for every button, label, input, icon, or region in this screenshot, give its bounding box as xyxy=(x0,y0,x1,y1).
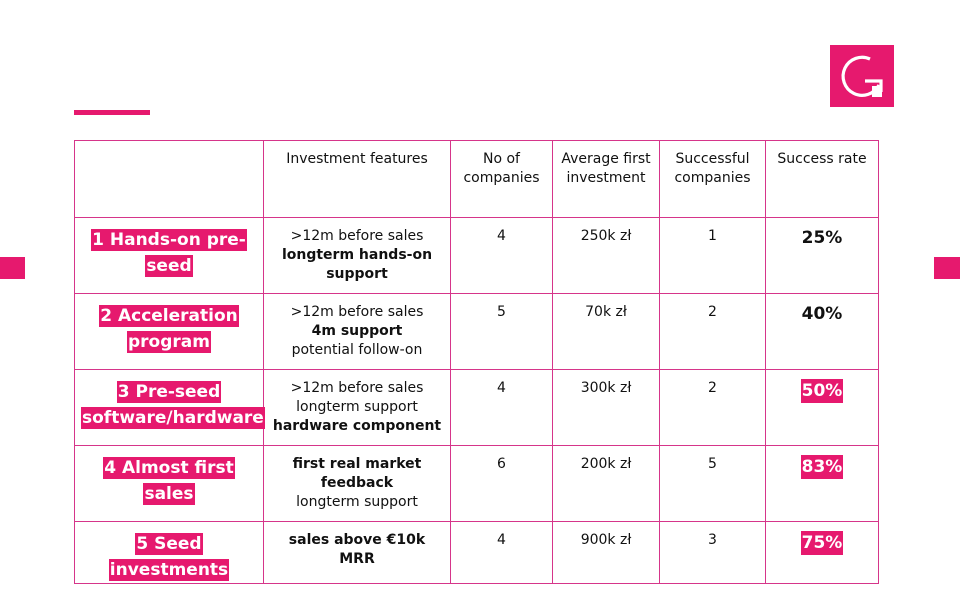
successful-companies-value: 3 xyxy=(708,532,717,548)
table-row xyxy=(75,446,879,522)
feature-line: >12m before sales xyxy=(290,380,424,396)
successful-companies-value: 2 xyxy=(708,380,717,396)
header-cell-success-rate: Success rate xyxy=(766,141,879,218)
header-cell-average-investment: Average first investment xyxy=(553,141,660,218)
success-rate-value: 50% xyxy=(801,381,843,401)
average-investment-value: 900k zł xyxy=(580,532,632,548)
investment-features-cell xyxy=(264,446,451,522)
company-count-cell xyxy=(451,370,553,446)
header-cell-companies: No of companies xyxy=(451,141,553,218)
successful-companies-cell xyxy=(660,370,766,446)
company-count-cell xyxy=(451,446,553,522)
average-investment-value: 250k zł xyxy=(580,228,632,244)
company-count-cell xyxy=(451,218,553,294)
success-rate-value: 40% xyxy=(801,304,843,324)
feature-line: >12m before sales xyxy=(290,304,424,320)
program-name-cell xyxy=(75,522,264,584)
table-row xyxy=(75,522,879,584)
success-rate-value: 75% xyxy=(801,533,843,553)
header-cell-program xyxy=(75,141,264,218)
feature-line: potential follow-on xyxy=(291,342,423,358)
success-rate-cell xyxy=(766,370,879,446)
average-investment-value: 300k zł xyxy=(580,380,632,396)
investment-features-cell xyxy=(264,370,451,446)
successful-companies-value: 2 xyxy=(708,304,717,320)
right-edge-marker xyxy=(934,257,960,279)
investment-program-table xyxy=(74,140,879,584)
program-name-cell xyxy=(75,294,264,370)
table-row xyxy=(75,218,879,294)
successful-companies-cell xyxy=(660,446,766,522)
company-count-value: 4 xyxy=(497,380,506,396)
success-rate-cell xyxy=(766,218,879,294)
table-header-row xyxy=(75,141,879,218)
program-name-cell xyxy=(75,218,264,294)
table-row xyxy=(75,294,879,370)
success-rate-value: 83% xyxy=(801,457,843,477)
successful-companies-cell xyxy=(660,218,766,294)
program-name-label: 5 Seed investments xyxy=(109,534,229,580)
program-name-cell xyxy=(75,370,264,446)
title-accent-line xyxy=(74,110,150,115)
program-name-label: 2 Acceleration program xyxy=(100,306,238,352)
company-count-value: 4 xyxy=(497,228,506,244)
feature-line: hardware component xyxy=(272,418,442,434)
investment-features-cell xyxy=(264,522,451,584)
feature-line: longterm hands-on support xyxy=(281,247,433,282)
successful-companies-cell xyxy=(660,294,766,370)
company-count-value: 4 xyxy=(497,532,506,548)
brand-g-logo-icon xyxy=(830,45,894,107)
successful-companies-value: 1 xyxy=(708,228,717,244)
feature-line: 4m support xyxy=(311,323,403,339)
header-cell-successful: Successful companies xyxy=(660,141,766,218)
company-count-value: 6 xyxy=(497,456,506,472)
program-name-cell xyxy=(75,446,264,522)
feature-line: sales above €10k MRR xyxy=(288,532,426,567)
program-name-label: 3 Pre-seed software/hardware xyxy=(82,382,264,428)
average-investment-cell xyxy=(553,522,660,584)
success-rate-value: 25% xyxy=(801,228,843,248)
average-investment-value: 200k zł xyxy=(580,456,632,472)
success-rate-cell xyxy=(766,446,879,522)
successful-companies-value: 5 xyxy=(708,456,717,472)
investment-features-cell xyxy=(264,218,451,294)
feature-line: longterm support xyxy=(296,399,418,415)
investment-features-cell xyxy=(264,294,451,370)
average-investment-cell xyxy=(553,446,660,522)
success-rate-cell xyxy=(766,522,879,584)
program-name-label: 4 Almost first sales xyxy=(104,458,234,504)
average-investment-cell xyxy=(553,294,660,370)
feature-line: >12m before sales xyxy=(290,228,424,244)
company-count-cell xyxy=(451,294,553,370)
feature-line: longterm support xyxy=(296,494,418,510)
company-count-cell xyxy=(451,522,553,584)
average-investment-value: 70k zł xyxy=(585,304,627,320)
company-count-value: 5 xyxy=(497,304,506,320)
left-edge-marker xyxy=(0,257,25,279)
average-investment-cell xyxy=(553,218,660,294)
average-investment-cell xyxy=(553,370,660,446)
table-row xyxy=(75,370,879,446)
successful-companies-cell xyxy=(660,522,766,584)
header-cell-features: Investment features xyxy=(264,141,451,218)
feature-line: first real market feedback xyxy=(292,456,422,491)
success-rate-cell xyxy=(766,294,879,370)
program-name-label: 1 Hands-on pre-seed xyxy=(92,230,246,276)
